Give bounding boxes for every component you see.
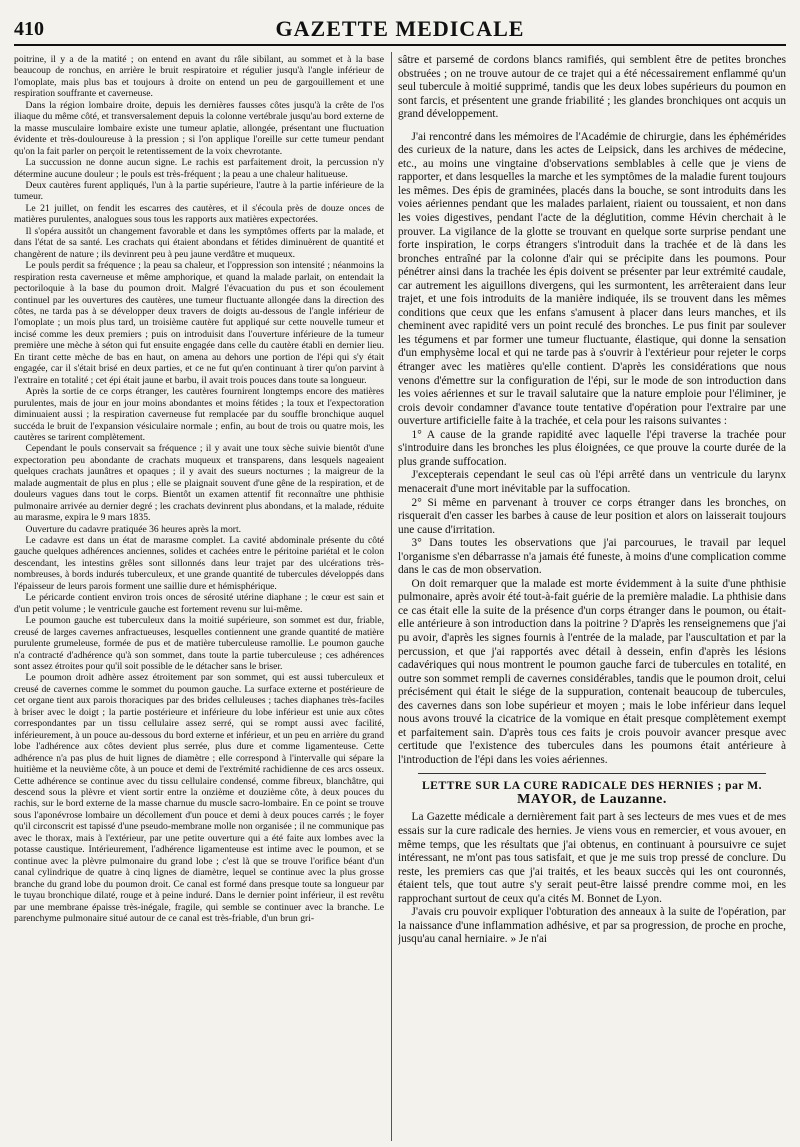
paragraph: Le pouls perdit sa fréquence ; la peau sa chaleur, et l'oppression son intensité ; néanmoins la respiration resta caverneuse et même amphorique, et quand la malade parlait, on entendait la pectoriloquie à la base du poumon droit. Malgré l'évacuation du pus et son écoulement continuel par les ouvertures des cautères, une tumeur fluctuante allongée dans la direction des côtes, ne tarda pas à se développer deux travers de doigts au-dessous de l'angle inférieur de l'omoplate ; un mois plus tard, un troisième cautère fut appliqué sur cette nouvelle tumeur et incisé comme les deux premiers ; puis on introduisit dans l'ouverture inférieure de la tumeur première une mèche à séton qui fut ensuite engagée dans celle du cautère établi en dernier lieu. En tirant cette mèche de bas en haut, on amena au dehors une portion de l'épi qui s'y était engagée, car il s'était brisé en deux parties, et ce ne fut qu'en continuant à tirer qu'on parvint à l'extraire en totalité ; cet épi était jaune et barbu, il avait trois pouces dans toute sa longueur. — [14, 260, 384, 386]
paragraph: Après la sortie de ce corps étranger, les cautères fournirent longtemps encore des matières purulentes, mais de jour en jour moins abondantes et moins fétides ; la toux et l'expectoration diminuaient aussi ; la respiration caverneuse fut remplacée par du souffle bronchique auquel succéda le bruit de l'expansion vésiculaire normale ; enfin, au bout de trois ou quatre mois, les cautères se tarirent complètement. — [14, 386, 384, 443]
paragraph: Le poumon droit adhère assez étroitement par son sommet, qui est aussi tuberculeux et creusé de cavernes comme le sommet du poumon gauche. La surface externe et postérieure de cet organe tient aux parois thoraciques par des brides celluleuses ; taches diaphanes très-faciles à briser avec le doigt ; la partie postérieure et inférieure du lobe inférieur est unie aux côtes correspondantes par un tissu cellulaire assez serré, qui se rompt aussi avec facilité, inférieurement, à un pouce au-dessous du bord externe et inférieur, et un peu en arrière du grand lobe l'adhérence aux côtes devient plus serrée, plus dure et comme ligamenteuse. Cette adhérence n'a pas plus de huit lignes de diamètre ; elle correspond à l'intervalle qui sépare la huitième et la neuvième côte, à un pouce et demi de l'extrémité rachidienne de ces arcs osseux. Cette adhérence se continue avec du tissu cellulaire condensé, comme fibreux, blanchâtre, qui descend sous la plèvre et vient sortir entre la onzième et douzième côte, à deux pouces du rachis, sur le bord externe de la masse charnue du muscle sacro-lombaire. En ce point se trouve sous l'aponévrose lombaire un décollement d'un pouce et demi à deux pouces carrés ; le foyer qu'il circonscrit est tapissé d'une pseudo-membrane molle non organisée ; il ne communique pas avec le thorax, mais à l'extérieur, par une petite ouverture qui a été faite aux lombes avec la potasse caustique. Intérieurement, l'adhérence ligamenteuse est intime avec le poumon, et se continue avec la plèvre pulmonaire du grand lobe ; c'est là que se trouve l'orifice béant d'un canal cylindrique de quatre à cinq lignes de diamètre, lequel se continue avec la plus grosse branche du grand lobe du poumon droit. Ce canal est formé dans presque toute sa longueur par le tuyau bronchique dilaté, rouge et à peine induré. Dans le dernier point inférieur, il est revêtu par une membrane épaisse très-inégale, fragile, qui semble se continuer avec la branche. Le parenchyme pulmonaire situé autour de ce canal est très-friable, d'un brun gri- — [14, 672, 384, 924]
paragraph: La succussion ne donne aucun signe. Le rachis est parfaitement droit, la percussion n'y détermine aucune douleur ; le pouls est très-fréquent ; la peau a une chaleur halitueuse. — [14, 157, 384, 180]
paragraph: Il s'opéra aussitôt un changement favorable et dans les symptômes offerts par la malade, et dans l'état de sa santé. Les crachats qui étaient abondans et fétides diminuèrent de quantité et changèrent de nature ; ils devinrent peu à peu jaune verdâtre et muqueux. — [14, 225, 384, 260]
paragraph: sâtre et parsemé de cordons blancs ramifiés, qui semblent être de petites bronches obstruées ; on ne trouve autour de ce trajet qui a été nécessairement enflammé qu'un seul tubercule à moitié supprimé, tandis que les deux lobes supérieurs du poumon en sont farcis, et présentent une grande friabilité ; les glandes bronchiques ont acquis un grand développement. — [398, 54, 786, 121]
paragraph: J'ai rencontré dans les mémoires de l'Académie de chirurgie, dans les éphémérides des curieux de la nature, dans les actes de Leipsick, dans les archives de médecine, etc., au moins une vingtaine d'observations semblables à celle que je viens de rapporter, et dans lesquelles la marche et les symptômes de la maladie furent toujours les mêmes. Des épis de graminées, placés dans la bouche, se sont introduits dans les voies aériennes pendant que les malades parlaient, riaient ou toussaient, et non dans les voies digestives, pendant l'acte de la déglutition, comme Hévin cherchait à le prouver. La vigilance de la glotte se trouvant en quelque sorte surprise pendant une forte inspiration, le corps étrangers s'introduit dans la trachée et de là dans les bronches entraîné par la colonne d'air qui se précipite dans les poumons. Pour pénétrer ainsi dans la trachée les épis doivent se présenter par leur extrémité caudale, car autrement les aiguillons divergens, qui les surmontent, les arrêteraient dans leur trajet, et une fois introduits de la manière indiquée, ils se trouvent dans les mêmes conditions que ceux que les enfans s'amusent à placer dans leurs manches, et ils cheminent avec rapidité vers un point reculé des bronches. Le pus finit par soulever les tégumens et par former une tumeur fluctuante, élastique, qui donne la sensation d'un emphysème local et qui ne tarde pas à s'ouvrir à l'extérieur pour rejeter le corps étranger avec les matières qu'elle contient. D'après les considérations que nous venons d'émettre sur la configuration de l'épi, sur le mode de son introduction dans les voies aériennes et sur le travail salutaire que la nature emploie pour l'éliminer, je crois devoir condamner d'avance toute tentative d'opération pour l'extraire par une ouverture artificielle faite à la trachée, et cela pour les raisons suivantes : — [398, 130, 786, 428]
paragraph: 3° Dans toutes les observations que j'ai parcourues, le travail par lequel l'organisme s'en débarrasse n'a jamais été funeste, à moins d'une complication comme dans le cas de mon observation. — [398, 537, 786, 577]
paragraph: Le péricarde contient environ trois onces de sérosité utérine diaphane ; le cœur est sain et d'un petit volume ; le ventricule gauche est fortement revenu sur lui-même. — [14, 592, 384, 615]
right-column — [398, 54, 786, 1139]
article-heading-line1: LETTRE SUR LA CURE RADICALE DES HERNIES ; par M. — [421, 779, 763, 793]
paragraph: La Gazette médicale a dernièrement fait part à ses lecteurs de mes vues et de mes essais sur la cure radicale des hernies. Je viens vous en remercier, et vous avouer, en même temps, que les résultats que j'ai obtenus, en continuant à poursuivre ce sujet intéressant, ne m'ont pas tous satisfait, et que je me suis trop pressé de conclure. Du reste, les premiers cas que j'ai traités, et les beaux succès qui les ont couronnés, étaient tels, que tout autre s'y serait peut-être laissé prendre comme moi, en les rapprochant surtout de ceux qu'a cités M. Bonnet de Lyon. — [398, 811, 786, 905]
paragraph: Deux cautères furent appliqués, l'un à la partie supérieure, l'autre à la partie inférieure de la tumeur. — [14, 179, 384, 203]
paragraph: On doit remarquer que la malade est morte évidemment à la suite d'une phthisie pulmonaire, après avoir été tout-à-fait guérie de la première maladie. La phthisie dans ce cas était elle la suite de la présence d'un corps étranger dans le poumon, ou était-elle antérieure à son introduction dans la poitrine ? D'après les renseignemens que j'ai pu avoir, d'après les signes fournis à l'entrée de la malade, par l'auscultation et par la percussion, et que j'ai rapportés avec détail à dessein, enfin d'après les lésions cadavériques qui nous montrent le poumon gauche farci de tubercules en totalité, en outre son sommet rempli de cavernes considérables, tandis que le poumon droit, celui précisément qui était le siége de la suppuration, contenait beaucoup de tubercules, des cavernes dans son lobe supérieur et moyen ; mais le lobe inférieur dans lequel nous avons trouvé la cicatrice de la vomique en était presque complètement exempt et parfaitement sain. D'après tous ces faits je crois pouvoir avancer presque avec certitude que l'existence des tubercules dans les poumons était antérieure à l'introduction de l'épi dans les voies aériennes. — [398, 577, 786, 766]
column-divider — [391, 52, 392, 1141]
left-column — [14, 54, 384, 1139]
paragraph: Le poumon gauche est tuberculeux dans la moitié supérieure, son sommet est dur, friable, creusé de larges cavernes anfractueuses, lesquelles contiennent une grande quantité de matière purulente grumeleuse, formée de pus et de matière tuberculeuse ramollie. Le poumon gauche n'a contracté d'adhérence qu'à son sommet, dans toute la partie tuberculeuse ; ces adhérences sont assez étroites pour qu'il soit possible de le détacher sans le briser. — [14, 615, 384, 673]
page-number: 410 — [14, 18, 44, 40]
paragraph: J'avais cru pouvoir expliquer l'obturation des anneaux à la suite de l'opération, par la naissance d'une inflammation adhésive, et par sa progression, de proche en proche, jusqu'au canal herniaire. » Je n'ai — [398, 906, 786, 946]
paragraph: Dans la région lombaire droite, depuis les dernières fausses côtes jusqu'à la crête de l'os iliaque du même côté, et transversalement depuis la colonne vertébrale jusqu'au bord externe de la masse musculaire lombaire existe une tumeur aplatie, allongée, présentant une fluctuation évidente et très-douloureuse à la pression ; si l'on applique l'oreille sur cette tumeur pendant qu'on la fait parler on perçoit le retentissement de la voix chevrotante. — [14, 99, 384, 157]
paragraph: Cependant le pouls conservait sa fréquence ; il y avait une toux sèche suivie bientôt d'une expectoration peu abondante de crachats muqueux et transparens, dans lesquels nageaient quelques crachats jaunâtres et opaques ; il y avait des sueurs nocturnes ; la maigreur de la malade augmentait de plus en plus ; elle se plaignait souvent d'une gêne de la respiration, et de douleurs vagues dans tout le corps. Bientôt un examen attentif fit reconnaître une phthisie pulmonaire arrivée au dernier degré ; les crachats devinrent plus abondans, et la malade, réduite au marasme, expira le 9 mars 1835. — [14, 443, 384, 524]
article-heading-line2: MAYOR, de Lauzanne. — [517, 792, 667, 808]
journal-title: GAZETTE MEDICALE — [275, 16, 525, 41]
paragraph: 1° A cause de la grande rapidité avec laquelle l'épi traverse la trachée pour s'introduire dans les bronches les plus éloignées, ce que prouve la courte durée de la plus grande suffocation. — [398, 428, 786, 468]
paragraph: Le cadavre est dans un état de marasme complet. La cavité abdominale présente du côté gauche quelques adhérences anciennes, solides et cachées entre le péritoine pariétal et le colon descendant, les intestins grêles sont sillonnés dans leur trajet par des ulcérations très-nombreuses, à bords indurés tuberculeux, et une grande quantité de tubercules développés dans l'épaisseur de leurs parois forment une saillie dure et hémisphérique. — [14, 535, 384, 592]
section-rule — [418, 773, 766, 774]
autopsy-subheading: Ouverture du cadavre pratiquée 36 heures après la mort. — [25, 523, 242, 535]
paragraph: Le 21 juillet, on fendit les escarres des cautères, et il s'écoula près de douze onces de matières purulentes, analogues sous tous les rapports aux matières expectorées. — [14, 202, 384, 226]
page-header — [14, 14, 786, 46]
paragraph: 2° Si même en parvenant à trouver ce corps étranger dans les bronches, on risquerait d'en casser les barbes à cause de leur position et alors on laisserait toujours une cause d'irritation. — [398, 496, 786, 536]
paragraph: poitrine, il y a de la matité ; on entend en avant du râle sibilant, au sommet et à la base beaucoup de ronchus, en arrière le bruit respiratoire et régulier jusqu'à l'angle inférieur de l'omoplate, mais plus bas et toujours à droite on entend un peu de gargouillement et une respiration souffrante et caverneuse. — [14, 54, 384, 100]
paragraph: J'excepterais cependant le seul cas où l'épi arrêté dans un ventricule du larynx menacerait d'une mort inévitable par la suffocation. — [398, 469, 786, 495]
article-heading — [398, 779, 786, 807]
